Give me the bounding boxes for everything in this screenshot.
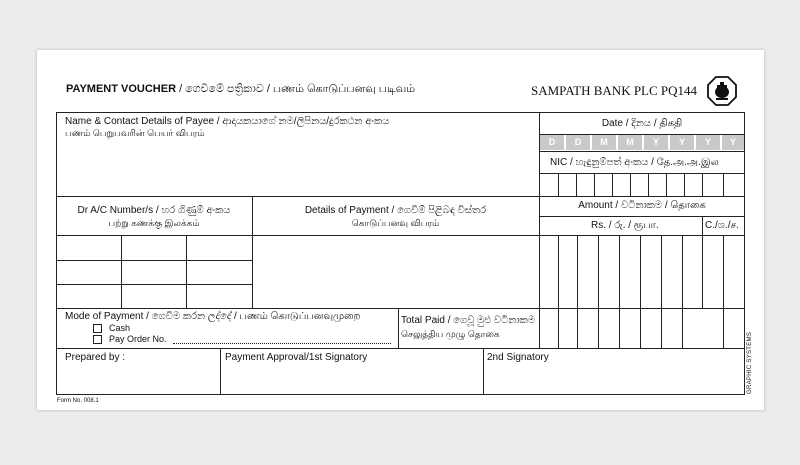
- date-cell-year[interactable]: Y: [722, 135, 744, 150]
- form-main-box: [56, 112, 745, 395]
- date-cell-day[interactable]: D: [540, 135, 564, 150]
- rupees-label: Rs. / රු. / ரூபா.: [591, 220, 659, 231]
- prepared-by-label: Prepared by :: [65, 352, 126, 363]
- form-number: Form No. 008.1: [57, 398, 99, 404]
- cash-checkbox[interactable]: [93, 324, 102, 333]
- date-label: Date / දිනය / திகதி: [601, 118, 683, 129]
- date-cell-month[interactable]: M: [592, 135, 616, 150]
- total-paid-label: Total Paid / ගෙවූ මුළු වටිනාකම: [401, 315, 536, 326]
- divider: [539, 216, 745, 217]
- date-cell-year[interactable]: Y: [644, 135, 668, 150]
- divider: [539, 308, 540, 348]
- divider: [539, 151, 745, 152]
- date-cell-year[interactable]: Y: [670, 135, 694, 150]
- payment-mode-label: Mode of Payment / ගෙවීම කරන ලද්දේ / பணம் கொடுப்பனவுமுறை: [65, 311, 361, 322]
- form-title-translations: / ගෙවීමේ පත්‍රිකාව / பணம் கொடுப்பனவு படிவம்: [176, 83, 416, 95]
- printer-credit: GRAPHIC SYSTEMS: [747, 331, 753, 394]
- form-title: [66, 83, 415, 97]
- cash-label: Cash: [109, 323, 131, 333]
- divider: [539, 173, 745, 174]
- total-paid-label-tamil: செலுத்திய முழு தொகை: [401, 329, 500, 339]
- second-signatory-label: 2nd Signatory: [487, 352, 549, 363]
- pay-order-label: Pay Order No.: [109, 334, 167, 344]
- amount-label: Amount / වටිනාකම / தொகை: [578, 200, 706, 211]
- date-cell-month[interactable]: M: [618, 135, 642, 150]
- details-label: Details of Payment / ගෙවීම් පිළිබඳ විස්තර: [304, 205, 487, 216]
- payee-label-tamil: பணம் பெறுபவரின் பெயர் விபரம்: [65, 128, 205, 138]
- pay-order-checkbox[interactable]: [93, 335, 102, 344]
- cents-label: C./ශ./ச.: [705, 220, 739, 231]
- divider: [398, 308, 399, 348]
- date-cell-year[interactable]: Y: [696, 135, 720, 150]
- voucher-form: [37, 50, 764, 410]
- form-title-english: PAYMENT VOUCHER: [66, 83, 177, 95]
- divider: [56, 235, 745, 236]
- divider: [56, 196, 745, 197]
- divider: [220, 348, 221, 395]
- account-label-tamil: பற்று கணக்கு இலக்கம்: [108, 218, 200, 228]
- pay-order-number-line[interactable]: [173, 343, 391, 344]
- account-label: Dr A/C Number/s / හර ගිණුම් අංකය: [77, 205, 231, 216]
- divider: [702, 216, 703, 308]
- date-cell-day[interactable]: D: [566, 135, 590, 150]
- divider: [483, 348, 484, 395]
- bank-logo-icon: [707, 76, 737, 106]
- divider: [56, 308, 745, 309]
- bank-name: SAMPATH BANK PLC PQ144: [531, 83, 698, 98]
- approval-signatory-label: Payment Approval/1st Signatory: [225, 352, 368, 363]
- divider: [56, 348, 745, 349]
- nic-label: NIC / හැඳුනුම්පත් අංකය / தே.அ.அ.இல: [550, 157, 719, 168]
- payee-label: Name & Contact Details of Payee / ආදායකයාගේ නම/ලිපිනය/දුරකථන අංකය: [65, 116, 390, 127]
- divider: [539, 196, 540, 308]
- details-label-tamil: கொடுப்பனவு விபரம்: [351, 218, 440, 228]
